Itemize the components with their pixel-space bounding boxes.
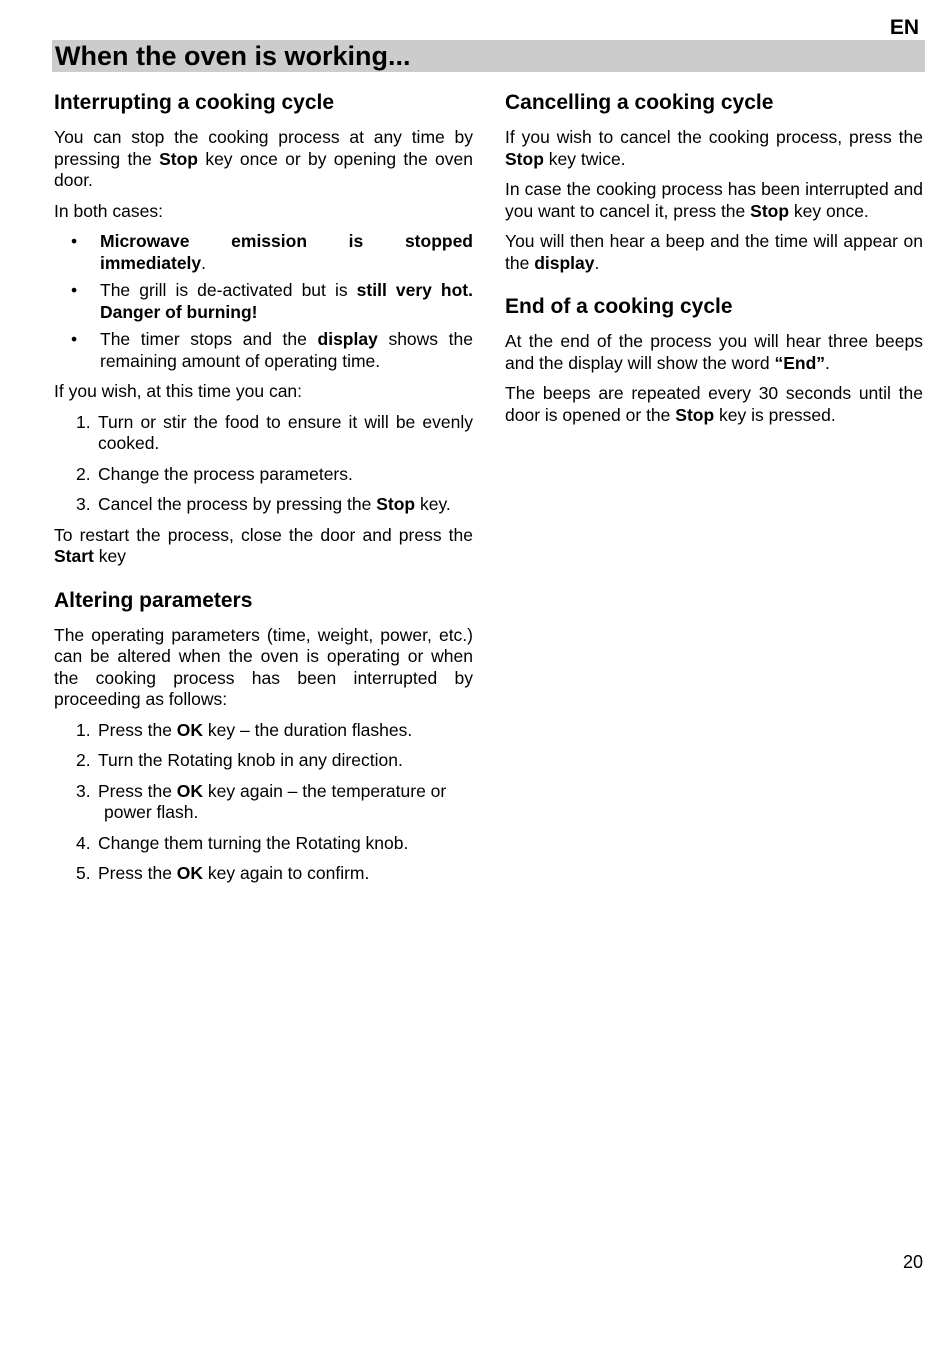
paragraph: In case the cooking process has been interrupted and you want to cancel it, press the Stop key once. — [505, 179, 923, 221]
paragraph: You will then hear a beep and the time will appear on the display. — [505, 231, 923, 273]
list-item: • The grill is de-activated but is still very hot. Danger of burning! — [71, 280, 473, 322]
list-item: 5. Press the OK key again to confirm. — [76, 863, 370, 883]
section-heading-end: End of a cooking cycle — [505, 295, 733, 318]
right-column — [505, 88, 923, 435]
left-column — [54, 88, 473, 894]
list-item: • The timer stops and the display shows the remaining amount of operating time. — [71, 329, 474, 371]
numbered-list — [54, 412, 473, 516]
bullet-icon: • — [71, 329, 78, 349]
section-heading-interrupting: Interrupting a cooking cycle — [54, 91, 335, 114]
list-item: 1. Press the OK key – the duration flashes. — [76, 719, 413, 740]
paragraph: To restart the process, close the door and press the Start key — [54, 524, 473, 566]
paragraph: If you wish to cancel the cooking process, press the Stop key twice. — [505, 127, 923, 169]
list-item: 4. Change them turning the Rotating knob. — [76, 832, 409, 853]
list-item: 3. Cancel the process by pressing the Stop key. — [76, 494, 451, 514]
section-heading-cancelling: Cancelling a cooking cycle — [505, 91, 774, 114]
paragraph: The beeps are repeated every 30 seconds until the door is opened or the Stop key is pressed. — [505, 383, 923, 425]
list-item: 2. Turn the Rotating knob in any direction. — [76, 750, 403, 770]
bullet-icon: • — [71, 280, 78, 300]
bullet-list — [54, 231, 473, 372]
paragraph: If you wish, at this time you can: — [54, 381, 303, 401]
page-title: When the oven is working... — [55, 41, 411, 71]
numbered-list — [54, 720, 473, 885]
language-label: EN — [889, 16, 919, 39]
section-heading-altering: Altering parameters — [54, 588, 253, 612]
list-item: 2. Change the process parameters. — [76, 463, 353, 484]
paragraph: You can stop the cooking process at any time by pressing the Stop key once or by opening the oven door. — [54, 127, 473, 190]
bullet-icon: • — [71, 231, 78, 251]
paragraph: At the end of the process you will hear three beeps and the display will show the word “End”. — [505, 331, 923, 373]
list-item: 1. Turn or stir the food to ensure it will be evenly cooked. — [76, 411, 473, 453]
page-number: 20 — [902, 1252, 923, 1272]
paragraph: The operating parameters (time, weight, power, etc.) can be altered when the oven is operating or when the cooking process has been interrupted by proceeding as follows: — [54, 624, 473, 709]
list-item: • Microwave emission is stopped immediately. — [71, 231, 473, 273]
list-item: 3. Press the OK key again – the temperature or power flash. — [76, 780, 447, 822]
title-bar — [52, 40, 925, 72]
paragraph: In both cases: — [54, 200, 163, 221]
